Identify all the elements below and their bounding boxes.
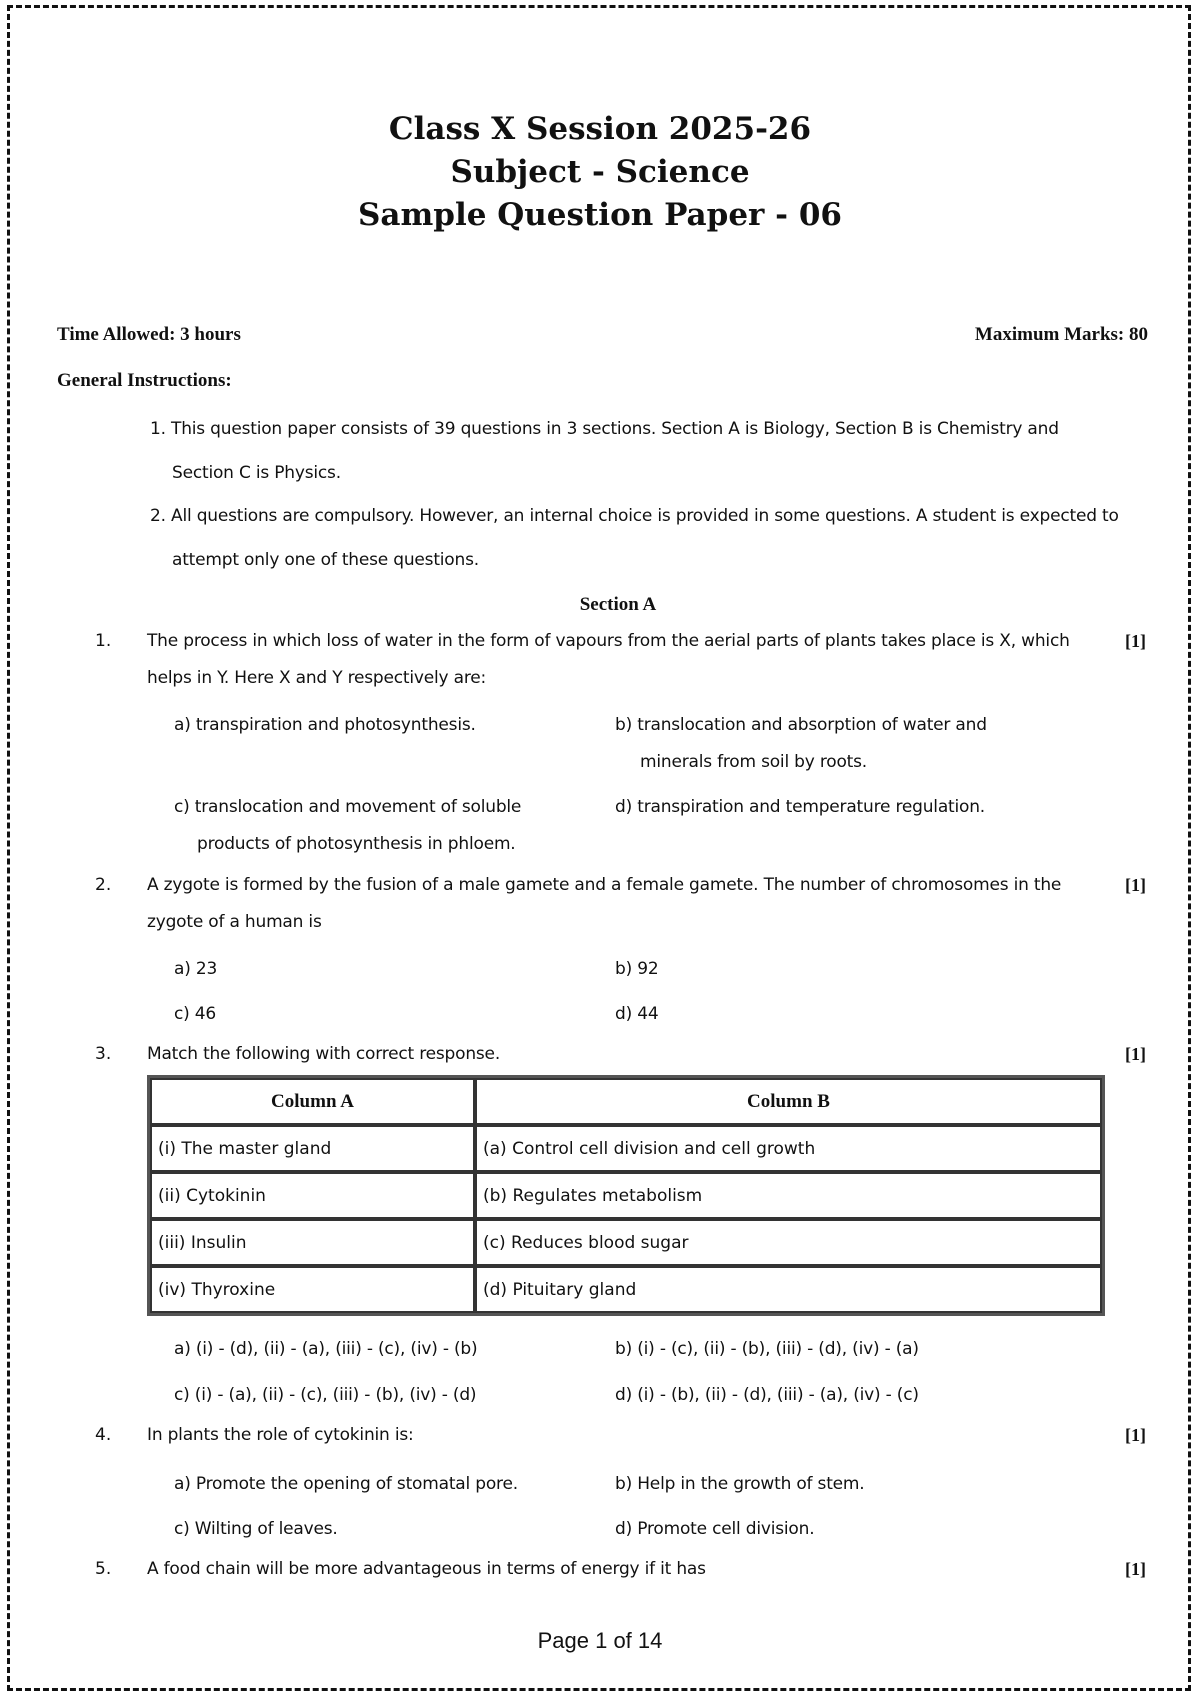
- q3-option-b: b) (i) - (c), (ii) - (b), (iii) - (d), (iv) - (a): [615, 1339, 919, 1359]
- column-b-header: Column B: [475, 1078, 1102, 1125]
- question-2-text: A zygote is formed by the fusion of a male gamete and a female gamete. The number of chromosomes in the: [147, 875, 1062, 895]
- question-1-text-cont: helps in Y. Here X and Y respectively are:: [147, 668, 487, 688]
- question-number: 5.: [95, 1559, 112, 1579]
- general-instructions-heading: General Instructions:: [57, 370, 232, 391]
- title-class-session: Class X Session 2025-26: [388, 111, 812, 147]
- q4-option-a: a) Promote the opening of stomatal pore.: [174, 1474, 518, 1494]
- table-cell: (i) The master gland: [150, 1125, 475, 1172]
- question-5-marks: [1]: [1125, 1559, 1146, 1579]
- table-cell: (c) Reduces blood sugar: [475, 1219, 1102, 1266]
- question-4-marks: [1]: [1125, 1425, 1146, 1445]
- instruction-1-cont: Section C is Physics.: [172, 463, 341, 483]
- q1-option-c: c) translocation and movement of soluble: [174, 797, 522, 817]
- q2-option-d: d) 44: [615, 1004, 659, 1024]
- match-table: [147, 1075, 1105, 1316]
- table-row: [150, 1219, 1102, 1266]
- table-cell: (iv) Thyroxine: [150, 1266, 475, 1313]
- table-cell: (a) Control cell division and cell growth: [475, 1125, 1102, 1172]
- question-3-text: Match the following with correct response.: [147, 1044, 501, 1064]
- table-cell: (iii) Insulin: [150, 1219, 475, 1266]
- q3-option-c: c) (i) - (a), (ii) - (c), (iii) - (b), (iv) - (d): [174, 1385, 477, 1405]
- q1-option-c-cont: products of photosynthesis in phloem.: [197, 834, 516, 854]
- title-subject: Subject - Science: [450, 154, 750, 190]
- table-row: [150, 1125, 1102, 1172]
- q4-option-b: b) Help in the growth of stem.: [615, 1474, 865, 1494]
- table-header-row: [150, 1078, 1102, 1125]
- q1-option-d: d) transpiration and temperature regulation.: [615, 797, 986, 817]
- question-number: 3.: [95, 1044, 112, 1064]
- question-1-marks: [1]: [1125, 631, 1146, 651]
- question-number: 4.: [95, 1425, 112, 1445]
- q2-option-c: c) 46: [174, 1004, 217, 1024]
- q2-option-b: b) 92: [615, 959, 659, 979]
- instruction-2-cont: attempt only one of these questions.: [172, 550, 479, 570]
- q3-option-d: d) (i) - (b), (ii) - (d), (iii) - (a), (iv) - (c): [615, 1385, 919, 1405]
- question-number: 2.: [95, 875, 112, 895]
- question-2-text-cont: zygote of a human is: [147, 912, 322, 932]
- q4-option-c: c) Wilting of leaves.: [174, 1519, 338, 1539]
- column-a-header: Column A: [150, 1078, 475, 1125]
- q1-option-a: a) transpiration and photosynthesis.: [174, 715, 476, 735]
- maximum-marks: Maximum Marks: 80: [974, 324, 1148, 345]
- q4-option-d: d) Promote cell division.: [615, 1519, 815, 1539]
- table-row: [150, 1172, 1102, 1219]
- q1-option-b-cont: minerals from soil by roots.: [640, 752, 867, 772]
- q3-option-a: a) (i) - (d), (ii) - (a), (iii) - (c), (iv) - (b): [174, 1339, 478, 1359]
- question-number: 1.: [95, 631, 112, 651]
- table-row: [150, 1266, 1102, 1313]
- question-4-text: In plants the role of cytokinin is:: [147, 1425, 414, 1445]
- section-a-title: Section A: [579, 594, 657, 615]
- question-2-marks: [1]: [1125, 875, 1146, 895]
- q1-option-b: b) translocation and absorption of water and: [615, 715, 987, 735]
- instruction-1: 1. This question paper consists of 39 questions in 3 sections. Section A is Biology, Section B is Chemistry and: [150, 419, 1059, 439]
- title-paper: Sample Question Paper - 06: [358, 197, 842, 233]
- time-allowed: Time Allowed: 3 hours: [57, 324, 241, 345]
- page-number: Page 1 of 14: [537, 1628, 663, 1653]
- table-cell: (d) Pituitary gland: [475, 1266, 1102, 1313]
- question-5-text: A food chain will be more advantageous in terms of energy if it has: [147, 1559, 706, 1579]
- question-3-marks: [1]: [1125, 1044, 1146, 1064]
- instruction-2: 2. All questions are compulsory. However, an internal choice is provided in some questions. A student is expected to: [150, 506, 1119, 526]
- question-1-text: The process in which loss of water in the form of vapours from the aerial parts of plants takes place is X, which: [147, 631, 1070, 651]
- q2-option-a: a) 23: [174, 959, 218, 979]
- table-cell: (b) Regulates metabolism: [475, 1172, 1102, 1219]
- table-cell: (ii) Cytokinin: [150, 1172, 475, 1219]
